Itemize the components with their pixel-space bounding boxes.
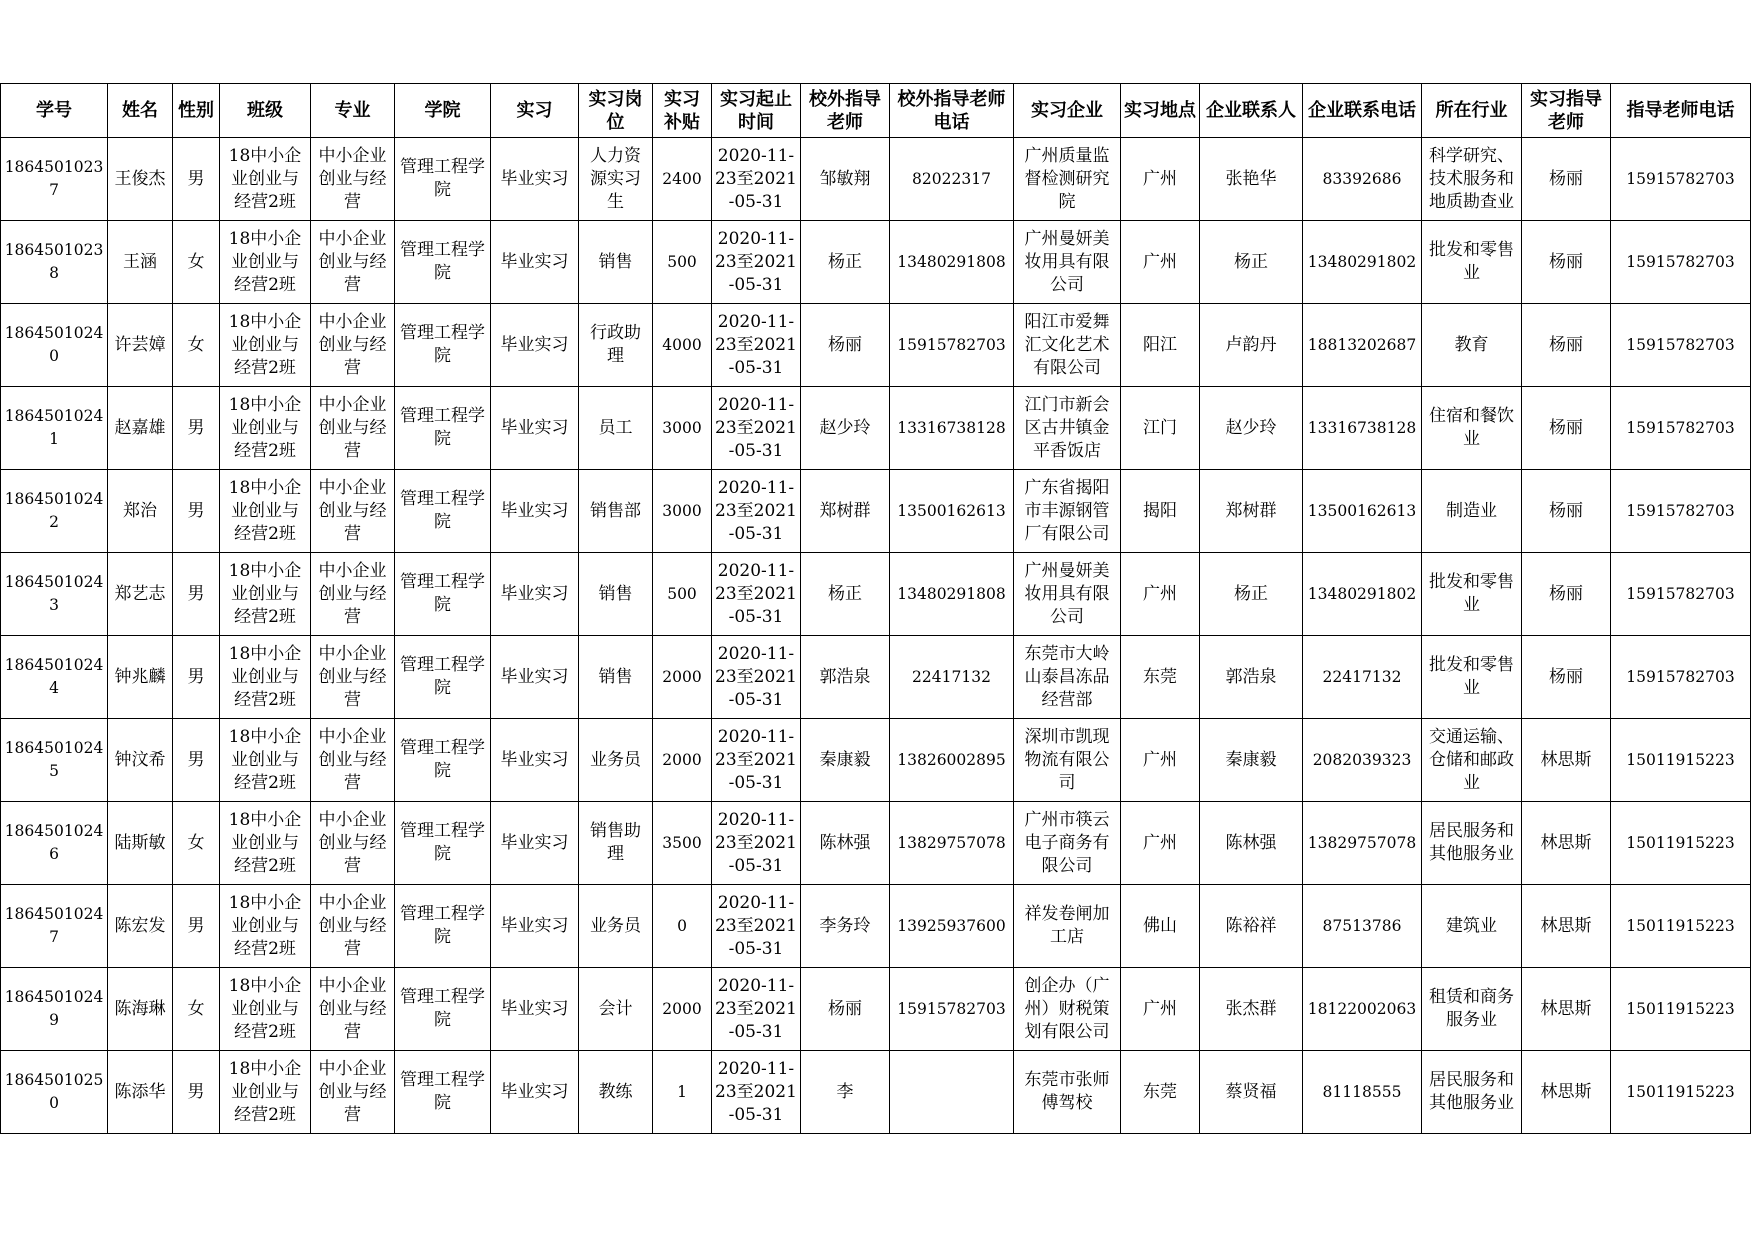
column-header: 实习补贴 <box>653 84 712 138</box>
column-header: 校外指导老师电话 <box>890 84 1014 138</box>
cell-subsidy: 4000 <box>653 304 712 387</box>
cell-location: 广州 <box>1121 719 1200 802</box>
period-text: 2020-11-23至2021-05-31 <box>715 643 797 710</box>
table-row <box>1 968 1751 1051</box>
cell-name: 陈海琳 <box>108 968 173 1051</box>
cell-name: 王俊杰 <box>108 138 173 221</box>
cell-period <box>712 221 801 304</box>
cell-student-id: 18645010242 <box>1 470 108 553</box>
cell-industry: 批发和零售业 <box>1422 221 1522 304</box>
table-row <box>1 304 1751 387</box>
cell-name: 赵嘉雄 <box>108 387 173 470</box>
cell-position: 员工 <box>579 387 653 470</box>
cell-major: 中小企业创业与经营 <box>311 304 395 387</box>
cell-college: 管理工程学院 <box>395 553 491 636</box>
cell-ext-advisor-phone: 13316738128 <box>890 387 1014 470</box>
cell-location: 广州 <box>1121 553 1200 636</box>
header-row <box>1 84 1751 138</box>
cell-student-id: 18645010237 <box>1 138 108 221</box>
cell-advisor-phone: 15011915223 <box>1611 1051 1751 1134</box>
table-row <box>1 553 1751 636</box>
cell-student-id: 18645010250 <box>1 1051 108 1134</box>
cell-company: 东莞市大岭山泰昌冻品经营部 <box>1014 636 1121 719</box>
cell-industry: 住宿和餐饮业 <box>1422 387 1522 470</box>
table-row <box>1 1051 1751 1134</box>
cell-subsidy: 2000 <box>653 719 712 802</box>
cell-advisor-phone: 15011915223 <box>1611 719 1751 802</box>
cell-gender: 女 <box>173 304 220 387</box>
cell-industry: 建筑业 <box>1422 885 1522 968</box>
cell-college: 管理工程学院 <box>395 719 491 802</box>
cell-contact: 郭浩泉 <box>1200 636 1303 719</box>
cell-contact: 秦康毅 <box>1200 719 1303 802</box>
column-header: 所在行业 <box>1422 84 1522 138</box>
cell-subsidy: 3000 <box>653 387 712 470</box>
cell-ext-advisor-phone: 13829757078 <box>890 802 1014 885</box>
cell-contact-phone: 87513786 <box>1303 885 1422 968</box>
cell-internship: 毕业实习 <box>491 553 579 636</box>
cell-subsidy: 2400 <box>653 138 712 221</box>
cell-contact: 郑树群 <box>1200 470 1303 553</box>
cell-contact: 张杰群 <box>1200 968 1303 1051</box>
cell-gender: 男 <box>173 636 220 719</box>
cell-student-id: 18645010241 <box>1 387 108 470</box>
cell-subsidy: 1 <box>653 1051 712 1134</box>
column-header: 校外指导老师 <box>801 84 890 138</box>
cell-internship: 毕业实习 <box>491 802 579 885</box>
cell-gender: 男 <box>173 138 220 221</box>
cell-class: 18中小企业创业与经营2班 <box>220 304 311 387</box>
cell-contact: 陈林强 <box>1200 802 1303 885</box>
cell-advisor-phone: 15915782703 <box>1611 636 1751 719</box>
cell-contact: 卢韵丹 <box>1200 304 1303 387</box>
cell-class: 18中小企业创业与经营2班 <box>220 968 311 1051</box>
cell-advisor: 杨丽 <box>1522 387 1611 470</box>
cell-contact-phone: 13500162613 <box>1303 470 1422 553</box>
cell-gender: 男 <box>173 470 220 553</box>
period-text: 2020-11-23至2021-05-31 <box>715 477 797 544</box>
cell-college: 管理工程学院 <box>395 470 491 553</box>
table-row <box>1 719 1751 802</box>
cell-position: 销售 <box>579 221 653 304</box>
cell-class: 18中小企业创业与经营2班 <box>220 719 311 802</box>
cell-name: 钟汶希 <box>108 719 173 802</box>
cell-contact-phone: 81118555 <box>1303 1051 1422 1134</box>
cell-period <box>712 1051 801 1134</box>
cell-advisor: 林思斯 <box>1522 802 1611 885</box>
cell-subsidy: 2000 <box>653 968 712 1051</box>
cell-major: 中小企业创业与经营 <box>311 719 395 802</box>
period-text: 2020-11-23至2021-05-31 <box>715 892 797 959</box>
column-header: 实习起止时间 <box>712 84 801 138</box>
cell-position: 销售 <box>579 636 653 719</box>
cell-ext-advisor-phone: 13925937600 <box>890 885 1014 968</box>
cell-industry: 居民服务和其他服务业 <box>1422 1051 1522 1134</box>
cell-college: 管理工程学院 <box>395 1051 491 1134</box>
cell-college: 管理工程学院 <box>395 636 491 719</box>
cell-location: 东莞 <box>1121 636 1200 719</box>
table-row <box>1 387 1751 470</box>
cell-internship: 毕业实习 <box>491 968 579 1051</box>
cell-major: 中小企业创业与经营 <box>311 968 395 1051</box>
cell-contact-phone: 18122002063 <box>1303 968 1422 1051</box>
period-text: 2020-11-23至2021-05-31 <box>715 228 797 295</box>
cell-position: 人力资源实习生 <box>579 138 653 221</box>
cell-major: 中小企业创业与经营 <box>311 138 395 221</box>
column-header: 专业 <box>311 84 395 138</box>
cell-location: 佛山 <box>1121 885 1200 968</box>
cell-contact: 张艳华 <box>1200 138 1303 221</box>
cell-student-id: 18645010244 <box>1 636 108 719</box>
cell-major: 中小企业创业与经营 <box>311 470 395 553</box>
cell-name: 许芸嫜 <box>108 304 173 387</box>
cell-ext-advisor: 李 <box>801 1051 890 1134</box>
period-text: 2020-11-23至2021-05-31 <box>715 975 797 1042</box>
cell-location: 揭阳 <box>1121 470 1200 553</box>
cell-student-id: 18645010238 <box>1 221 108 304</box>
table-row <box>1 470 1751 553</box>
cell-name: 陈宏发 <box>108 885 173 968</box>
cell-college: 管理工程学院 <box>395 138 491 221</box>
column-header: 实习岗位 <box>579 84 653 138</box>
column-header: 指导老师电话 <box>1611 84 1751 138</box>
column-header: 学号 <box>1 84 108 138</box>
cell-gender: 男 <box>173 553 220 636</box>
cell-contact-phone: 18813202687 <box>1303 304 1422 387</box>
cell-industry: 居民服务和其他服务业 <box>1422 802 1522 885</box>
period-text: 2020-11-23至2021-05-31 <box>715 560 797 627</box>
cell-advisor-phone: 15915782703 <box>1611 387 1751 470</box>
cell-ext-advisor: 李务玲 <box>801 885 890 968</box>
cell-subsidy: 500 <box>653 553 712 636</box>
cell-company: 广东省揭阳市丰源钢管厂有限公司 <box>1014 470 1121 553</box>
cell-student-id: 18645010240 <box>1 304 108 387</box>
cell-major: 中小企业创业与经营 <box>311 553 395 636</box>
cell-advisor-phone: 15011915223 <box>1611 968 1751 1051</box>
cell-contact-phone: 13480291802 <box>1303 553 1422 636</box>
cell-industry: 批发和零售业 <box>1422 636 1522 719</box>
cell-major: 中小企业创业与经营 <box>311 1051 395 1134</box>
cell-advisor-phone: 15011915223 <box>1611 885 1751 968</box>
cell-location: 广州 <box>1121 968 1200 1051</box>
period-text: 2020-11-23至2021-05-31 <box>715 145 797 212</box>
cell-company: 创企办（广州）财税策划有限公司 <box>1014 968 1121 1051</box>
cell-internship: 毕业实习 <box>491 138 579 221</box>
cell-advisor-phone: 15915782703 <box>1611 304 1751 387</box>
cell-gender: 女 <box>173 968 220 1051</box>
cell-period <box>712 553 801 636</box>
cell-student-id: 18645010246 <box>1 802 108 885</box>
cell-advisor: 林思斯 <box>1522 885 1611 968</box>
cell-company: 广州曼妍美妆用具有限公司 <box>1014 221 1121 304</box>
cell-period <box>712 387 801 470</box>
cell-industry: 科学研究、技术服务和地质勘查业 <box>1422 138 1522 221</box>
cell-college: 管理工程学院 <box>395 885 491 968</box>
cell-internship: 毕业实习 <box>491 470 579 553</box>
cell-ext-advisor-phone <box>890 1051 1014 1134</box>
cell-location: 广州 <box>1121 802 1200 885</box>
cell-internship: 毕业实习 <box>491 636 579 719</box>
cell-contact-phone: 22417132 <box>1303 636 1422 719</box>
cell-internship: 毕业实习 <box>491 1051 579 1134</box>
cell-advisor-phone: 15915782703 <box>1611 553 1751 636</box>
cell-internship: 毕业实习 <box>491 719 579 802</box>
cell-advisor-phone: 15915782703 <box>1611 221 1751 304</box>
cell-ext-advisor: 赵少玲 <box>801 387 890 470</box>
cell-ext-advisor: 郭浩泉 <box>801 636 890 719</box>
cell-ext-advisor: 杨正 <box>801 553 890 636</box>
table-body <box>1 138 1751 1134</box>
cell-class: 18中小企业创业与经营2班 <box>220 636 311 719</box>
cell-advisor: 杨丽 <box>1522 138 1611 221</box>
cell-major: 中小企业创业与经营 <box>311 636 395 719</box>
cell-location: 江门 <box>1121 387 1200 470</box>
cell-advisor: 杨丽 <box>1522 221 1611 304</box>
cell-ext-advisor-phone: 13500162613 <box>890 470 1014 553</box>
cell-college: 管理工程学院 <box>395 802 491 885</box>
cell-student-id: 18645010247 <box>1 885 108 968</box>
cell-college: 管理工程学院 <box>395 968 491 1051</box>
cell-gender: 女 <box>173 221 220 304</box>
cell-class: 18中小企业创业与经营2班 <box>220 802 311 885</box>
cell-company: 广州曼妍美妆用具有限公司 <box>1014 553 1121 636</box>
cell-ext-advisor: 郑树群 <box>801 470 890 553</box>
cell-advisor: 林思斯 <box>1522 968 1611 1051</box>
cell-period <box>712 470 801 553</box>
cell-name: 陈添华 <box>108 1051 173 1134</box>
cell-ext-advisor: 杨丽 <box>801 304 890 387</box>
cell-location: 广州 <box>1121 221 1200 304</box>
period-text: 2020-11-23至2021-05-31 <box>715 726 797 793</box>
cell-advisor: 杨丽 <box>1522 553 1611 636</box>
cell-company: 深圳市凯现物流有限公司 <box>1014 719 1121 802</box>
cell-contact: 杨正 <box>1200 221 1303 304</box>
cell-student-id: 18645010245 <box>1 719 108 802</box>
cell-contact-phone: 2082039323 <box>1303 719 1422 802</box>
cell-company: 广州市筷云电子商务有限公司 <box>1014 802 1121 885</box>
cell-location: 广州 <box>1121 138 1200 221</box>
cell-ext-advisor-phone: 22417132 <box>890 636 1014 719</box>
column-header: 企业联系电话 <box>1303 84 1422 138</box>
cell-advisor: 杨丽 <box>1522 636 1611 719</box>
cell-advisor-phone: 15915782703 <box>1611 138 1751 221</box>
cell-college: 管理工程学院 <box>395 221 491 304</box>
cell-location: 阳江 <box>1121 304 1200 387</box>
cell-ext-advisor-phone: 13480291808 <box>890 221 1014 304</box>
cell-contact: 赵少玲 <box>1200 387 1303 470</box>
cell-class: 18中小企业创业与经营2班 <box>220 470 311 553</box>
cell-contact-phone: 13480291802 <box>1303 221 1422 304</box>
table-row <box>1 802 1751 885</box>
cell-position: 会计 <box>579 968 653 1051</box>
period-text: 2020-11-23至2021-05-31 <box>715 394 797 461</box>
cell-period <box>712 138 801 221</box>
cell-period <box>712 885 801 968</box>
cell-name: 郑治 <box>108 470 173 553</box>
cell-college: 管理工程学院 <box>395 304 491 387</box>
column-header: 班级 <box>220 84 311 138</box>
column-header: 实习企业 <box>1014 84 1121 138</box>
cell-gender: 女 <box>173 802 220 885</box>
cell-ext-advisor-phone: 13480291808 <box>890 553 1014 636</box>
cell-ext-advisor-phone: 13826002895 <box>890 719 1014 802</box>
cell-contact-phone: 83392686 <box>1303 138 1422 221</box>
cell-internship: 毕业实习 <box>491 387 579 470</box>
cell-industry: 交通运输、仓储和邮政业 <box>1422 719 1522 802</box>
cell-subsidy: 0 <box>653 885 712 968</box>
cell-class: 18中小企业创业与经营2班 <box>220 885 311 968</box>
cell-ext-advisor-phone: 15915782703 <box>890 304 1014 387</box>
cell-class: 18中小企业创业与经营2班 <box>220 553 311 636</box>
cell-advisor: 林思斯 <box>1522 719 1611 802</box>
cell-company: 江门市新会区古井镇金平香饭店 <box>1014 387 1121 470</box>
cell-class: 18中小企业创业与经营2班 <box>220 138 311 221</box>
cell-location: 东莞 <box>1121 1051 1200 1134</box>
cell-advisor: 林思斯 <box>1522 1051 1611 1134</box>
cell-position: 教练 <box>579 1051 653 1134</box>
cell-ext-advisor: 杨丽 <box>801 968 890 1051</box>
column-header: 实习地点 <box>1121 84 1200 138</box>
table-row <box>1 138 1751 221</box>
cell-period <box>712 802 801 885</box>
cell-company: 祥发卷闸加工店 <box>1014 885 1121 968</box>
cell-internship: 毕业实习 <box>491 304 579 387</box>
cell-internship: 毕业实习 <box>491 885 579 968</box>
cell-company: 东莞市张师傅驾校 <box>1014 1051 1121 1134</box>
cell-ext-advisor: 邹敏翔 <box>801 138 890 221</box>
cell-contact-phone: 13829757078 <box>1303 802 1422 885</box>
cell-company: 广州质量监督检测研究院 <box>1014 138 1121 221</box>
column-header: 性别 <box>173 84 220 138</box>
cell-major: 中小企业创业与经营 <box>311 885 395 968</box>
column-header: 学院 <box>395 84 491 138</box>
cell-name: 钟兆麟 <box>108 636 173 719</box>
cell-industry: 批发和零售业 <box>1422 553 1522 636</box>
cell-period <box>712 968 801 1051</box>
cell-position: 销售 <box>579 553 653 636</box>
cell-ext-advisor-phone: 15915782703 <box>890 968 1014 1051</box>
cell-major: 中小企业创业与经营 <box>311 802 395 885</box>
cell-period <box>712 304 801 387</box>
cell-college: 管理工程学院 <box>395 387 491 470</box>
period-text: 2020-11-23至2021-05-31 <box>715 809 797 876</box>
table-row <box>1 221 1751 304</box>
cell-subsidy: 3500 <box>653 802 712 885</box>
cell-industry: 教育 <box>1422 304 1522 387</box>
cell-gender: 男 <box>173 387 220 470</box>
internship-table <box>0 83 1751 1134</box>
cell-name: 王涵 <box>108 221 173 304</box>
cell-contact-phone: 13316738128 <box>1303 387 1422 470</box>
table-row <box>1 885 1751 968</box>
cell-subsidy: 3000 <box>653 470 712 553</box>
cell-class: 18中小企业创业与经营2班 <box>220 221 311 304</box>
cell-gender: 男 <box>173 1051 220 1134</box>
cell-position: 行政助理 <box>579 304 653 387</box>
column-header: 姓名 <box>108 84 173 138</box>
cell-student-id: 18645010243 <box>1 553 108 636</box>
cell-ext-advisor: 秦康毅 <box>801 719 890 802</box>
column-header: 实习 <box>491 84 579 138</box>
cell-industry: 租赁和商务服务业 <box>1422 968 1522 1051</box>
cell-industry: 制造业 <box>1422 470 1522 553</box>
cell-gender: 男 <box>173 885 220 968</box>
cell-gender: 男 <box>173 719 220 802</box>
cell-major: 中小企业创业与经营 <box>311 387 395 470</box>
cell-position: 业务员 <box>579 885 653 968</box>
cell-period <box>712 636 801 719</box>
table-header <box>1 84 1751 138</box>
cell-internship: 毕业实习 <box>491 221 579 304</box>
column-header: 实习指导老师 <box>1522 84 1611 138</box>
cell-company: 阳江市爱舞汇文化艺术有限公司 <box>1014 304 1121 387</box>
column-header: 企业联系人 <box>1200 84 1303 138</box>
cell-ext-advisor-phone: 82022317 <box>890 138 1014 221</box>
cell-advisor-phone: 15915782703 <box>1611 470 1751 553</box>
period-text: 2020-11-23至2021-05-31 <box>715 311 797 378</box>
cell-student-id: 18645010249 <box>1 968 108 1051</box>
cell-advisor: 杨丽 <box>1522 470 1611 553</box>
period-text: 2020-11-23至2021-05-31 <box>715 1058 797 1125</box>
cell-subsidy: 2000 <box>653 636 712 719</box>
cell-position: 销售助理 <box>579 802 653 885</box>
cell-class: 18中小企业创业与经营2班 <box>220 387 311 470</box>
cell-subsidy: 500 <box>653 221 712 304</box>
cell-advisor: 杨丽 <box>1522 304 1611 387</box>
cell-contact: 陈裕祥 <box>1200 885 1303 968</box>
cell-ext-advisor: 杨正 <box>801 221 890 304</box>
cell-name: 郑艺志 <box>108 553 173 636</box>
cell-contact: 蔡贤福 <box>1200 1051 1303 1134</box>
cell-ext-advisor: 陈林强 <box>801 802 890 885</box>
cell-name: 陆斯敏 <box>108 802 173 885</box>
cell-class: 18中小企业创业与经营2班 <box>220 1051 311 1134</box>
cell-contact: 杨正 <box>1200 553 1303 636</box>
table-row <box>1 636 1751 719</box>
cell-position: 业务员 <box>579 719 653 802</box>
cell-major: 中小企业创业与经营 <box>311 221 395 304</box>
cell-position: 销售部 <box>579 470 653 553</box>
cell-advisor-phone: 15011915223 <box>1611 802 1751 885</box>
cell-period <box>712 719 801 802</box>
